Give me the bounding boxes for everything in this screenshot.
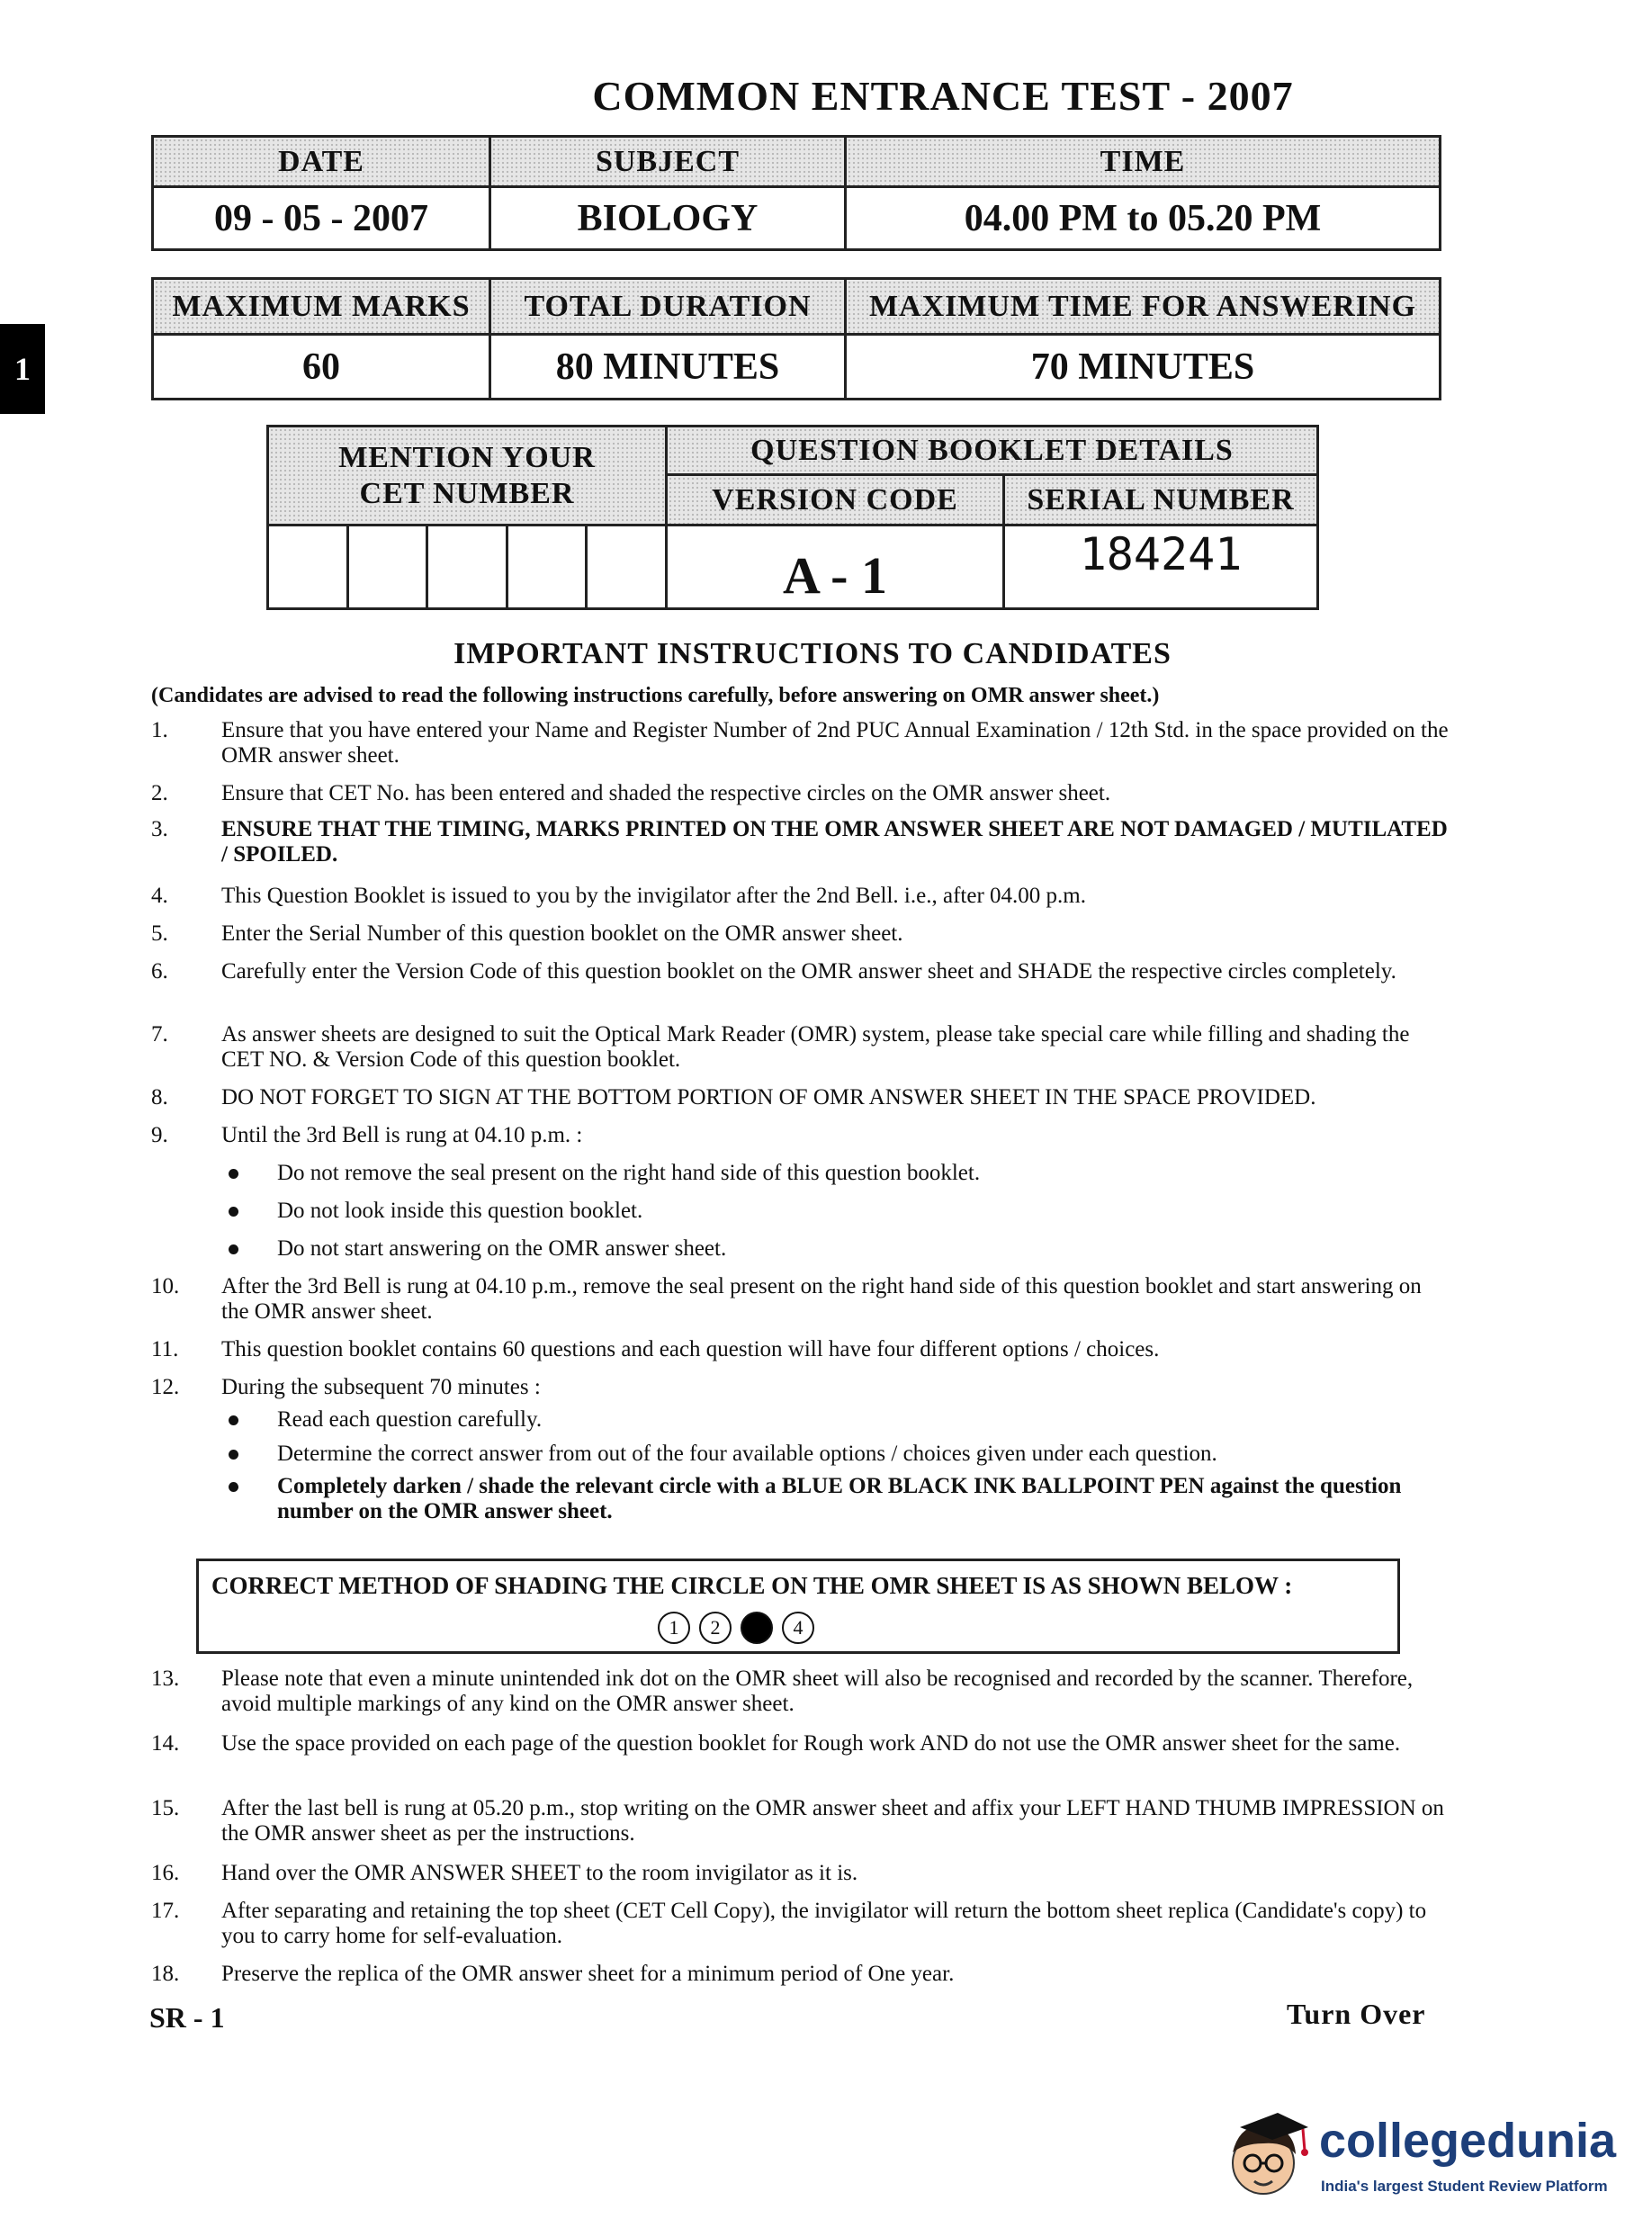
item-text: This question booklet contains 60 questions and each question will have four different options / choices. [221,1337,1160,1361]
item-text: ENSURE THAT THE TIMING, MARKS PRINTED ON THE OMR ANSWER SHEET ARE NOT DAMAGED / MUTILATED / SPOILED. [221,817,1448,867]
bullet-icon [229,1169,238,1179]
time-value: 04.00 PM to 05.20 PM [846,187,1441,250]
omr-circle-option: 4 [782,1612,814,1644]
time-header: TIME [846,137,1441,187]
list-item [151,1022,1454,1073]
item-text: Carefully enter the Version Code of this question booklet on the OMR answer sheet and SHADE the respective circles completely. [221,959,1396,984]
bullet-item [221,1199,1454,1224]
list-item [151,1962,1454,1987]
bullet-item [221,1236,1454,1262]
instructions-subtitle: (Candidates are advised to read the following instructions carefully, before answering on OMR answer sheet.) [151,684,1160,707]
bullet-text: Do not remove the seal present on the right hand side of this question booklet. [277,1161,981,1185]
mascot-icon [1222,2107,1312,2206]
item-number: 16. [151,1861,180,1885]
exam-details-table [151,135,1441,251]
serial-number-value: 184241 [1004,526,1318,609]
booklet-details-label: QUESTION BOOKLET DETAILS [667,427,1318,475]
list-item [151,718,1454,768]
list-item [151,1337,1454,1362]
page-tab-marker: 1 [0,324,45,414]
page-title: COMMON ENTRANCE TEST - 2007 [592,73,1294,119]
list-item [151,1731,1454,1756]
item-text: After the last bell is rung at 05.20 p.m., stop writing on the OMR answer sheet and affix your LEFT HAND THUMB IMPRESSION on the OMR answer sheet as per the instructions. [221,1796,1444,1846]
item-number: 13. [151,1667,180,1691]
bullet-icon [229,1244,238,1254]
bullet-item [221,1407,1454,1433]
list-item [151,1861,1454,1886]
instructions-heading: IMPORTANT INSTRUCTIONS TO CANDIDATES [453,637,1172,670]
list-item [151,1123,1454,1148]
list-item [151,884,1454,909]
logo-wordmark: collegedunia [1319,2114,1617,2168]
list-item [151,921,1454,947]
bullet-text: Read each question carefully. [277,1407,543,1432]
item-text: During the subsequent 70 minutes : [221,1375,541,1399]
turn-over-label: Turn Over [1287,1998,1426,2030]
subject-header: SUBJECT [490,137,846,187]
bullet-text: Do not start answering on the OMR answer sheet. [277,1236,727,1261]
item-number: 15. [151,1796,180,1820]
item-number: 7. [151,1022,168,1047]
page-code: SR - 1 [149,2001,225,2034]
max-marks-value: 60 [153,335,490,400]
item-number: 6. [151,959,168,984]
item-text: After separating and retaining the top sheet (CET Cell Copy), the invigilator will return the bottom sheet replica (Candidate's copy) to you to carry home for self-evaluation. [221,1899,1427,1948]
bullet-icon [229,1450,238,1460]
item-number: 1. [151,718,168,742]
bullet-item [221,1474,1454,1524]
bullet-text: Do not look inside this question booklet. [277,1199,643,1223]
bullet-item [221,1442,1454,1467]
omr-circle-example [658,1612,814,1644]
item-number: 2. [151,781,168,805]
cet-digit-box[interactable] [587,526,667,609]
bullet-icon [229,1482,238,1492]
total-duration-header: TOTAL DURATION [490,279,846,335]
shading-method-label: CORRECT METHOD OF SHADING THE CIRCLE ON THE OMR SHEET IS AS SHOWN BELOW : [211,1572,1293,1599]
booklet-details-table [266,425,1319,610]
item-number: 8. [151,1085,168,1110]
max-marks-header: MAXIMUM MARKS [153,279,490,335]
item-text: Use the space provided on each page of the question booklet for Rough work AND do not use the OMR answer sheet for the same. [221,1731,1401,1756]
item-number: 18. [151,1962,180,1986]
list-item [151,1899,1454,1949]
item-number: 10. [151,1274,180,1298]
marks-table [151,277,1441,400]
item-text: Ensure that you have entered your Name and Register Number of 2nd PUC Annual Examination / 12th Std. in the space provided on the OMR answer sheet. [221,718,1449,768]
shading-method-box [196,1559,1400,1654]
list-item [151,1375,1454,1400]
item-text: Please note that even a minute unintended ink dot on the OMR sheet will also be recognised and recorded by the scanner. Therefore, avoid multiple markings of any kind on the OMR answer sheet. [221,1667,1414,1716]
omr-circle-filled [741,1612,773,1644]
item-number: 5. [151,921,168,946]
item-text: As answer sheets are designed to suit the Optical Mark Reader (OMR) system, please take special care while filling and shading the CET NO. & Version Code of this question booklet. [221,1022,1410,1072]
list-item [151,1667,1454,1717]
subject-value: BIOLOGY [490,187,846,250]
item-number: 3. [151,817,168,841]
serial-number-label: SERIAL NUMBER [1004,475,1318,526]
collegedunia-logo [1222,2107,1618,2206]
bullet-icon [229,1207,238,1217]
cet-digit-box[interactable] [347,526,427,609]
total-duration-value: 80 MINUTES [490,335,846,400]
list-item [151,1085,1454,1110]
bullet-text: Determine the correct answer from out of the four available options / choices given under each question. [277,1442,1217,1466]
answering-time-value: 70 MINUTES [846,335,1441,400]
item-text: Ensure that CET No. has been entered and shaded the respective circles on the OMR answer sheet. [221,781,1111,805]
list-item [151,1796,1454,1846]
list-item [151,959,1454,984]
item-number: 9. [151,1123,168,1147]
item-number: 11. [151,1337,179,1361]
date-value: 09 - 05 - 2007 [153,187,490,250]
date-header: DATE [153,137,490,187]
list-item [151,781,1454,806]
item-number: 12. [151,1375,180,1399]
bullet-text: Completely darken / shade the relevant circle with a BLUE OR BLACK INK BALLPOINT PEN against the question number on the OMR answer sheet. [277,1474,1402,1523]
answering-time-header: MAXIMUM TIME FOR ANSWERING [846,279,1441,335]
list-item [151,1274,1454,1325]
item-text: After the 3rd Bell is rung at 04.10 p.m., remove the seal present on the right hand side of this question booklet and start answering on the OMR answer sheet. [221,1274,1422,1324]
cet-digit-box[interactable] [268,526,348,609]
bullet-item [221,1161,1454,1186]
version-code-label: VERSION CODE [667,475,1004,526]
item-text: Until the 3rd Bell is rung at 04.10 p.m. : [221,1123,583,1147]
omr-circle-option: 2 [699,1612,732,1644]
cet-number-label: MENTION YOUR CET NUMBER [268,427,667,526]
item-text: Enter the Serial Number of this question booklet on the OMR answer sheet. [221,921,903,946]
item-text: This Question Booklet is issued to you by the invigilator after the 2nd Bell. i.e., after 04.00 p.m. [221,884,1086,908]
list-item [151,817,1454,867]
cet-digit-box[interactable] [427,526,507,609]
omr-circle-option: 1 [658,1612,690,1644]
version-code-value: A - 1 [667,526,1004,609]
item-number: 4. [151,884,168,908]
item-number: 14. [151,1731,180,1756]
logo-tagline: India's largest Student Review Platform [1321,2178,1608,2195]
bullet-icon [229,1415,238,1425]
cet-digit-box[interactable] [507,526,587,609]
item-text: Preserve the replica of the OMR answer sheet for a minimum period of One year. [221,1962,955,1986]
item-number: 17. [151,1899,180,1923]
item-text: DO NOT FORGET TO SIGN AT THE BOTTOM PORTION OF OMR ANSWER SHEET IN THE SPACE PROVIDED. [221,1085,1316,1110]
item-text: Hand over the OMR ANSWER SHEET to the room invigilator as it is. [221,1861,858,1885]
